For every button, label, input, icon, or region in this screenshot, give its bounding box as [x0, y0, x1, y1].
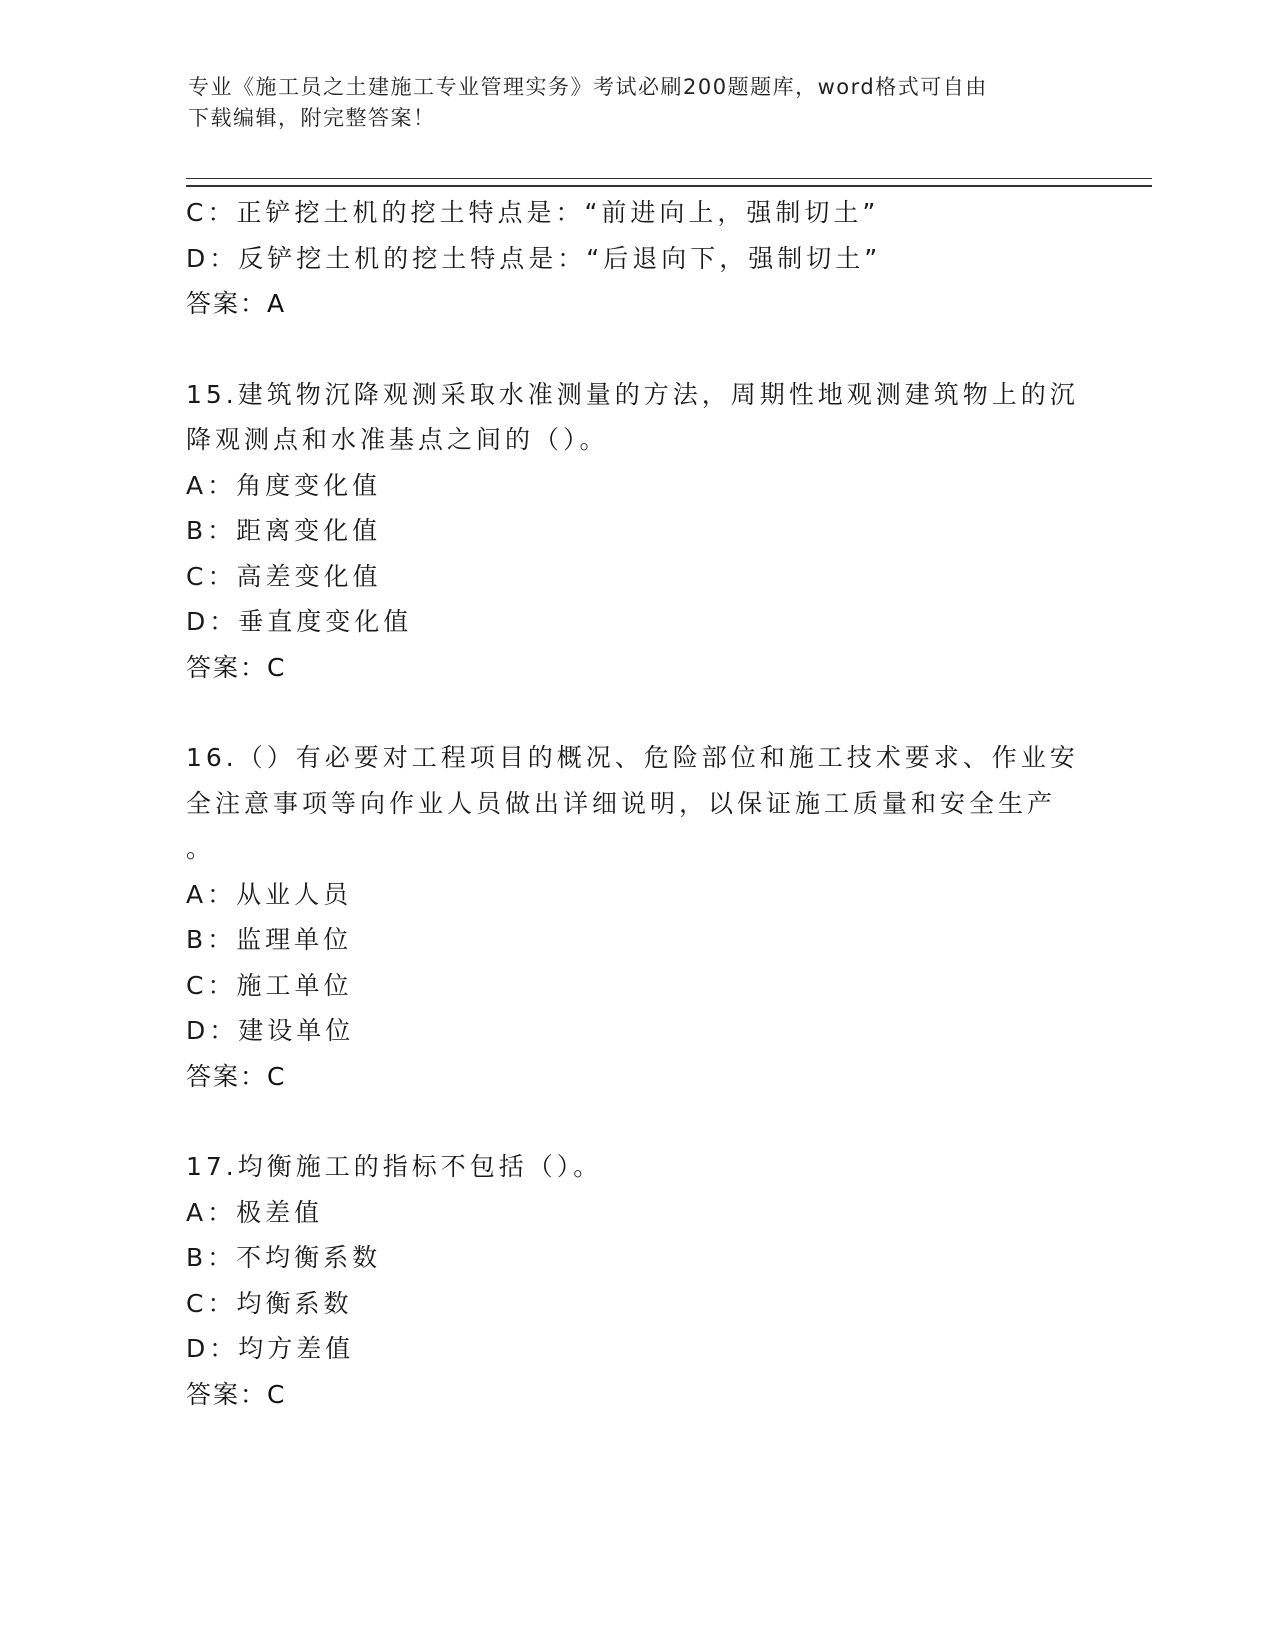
spacer — [186, 1099, 1086, 1144]
answer-line: 答案：C — [186, 1379, 287, 1409]
option-c: C：正铲挖土机的挖土特点是：“前进向上，强制切土” — [186, 198, 880, 227]
spacer — [186, 690, 1086, 735]
option-a: A：极差值 — [186, 1197, 324, 1227]
option-a: A：角度变化值 — [186, 470, 382, 500]
question-15 — [186, 372, 1086, 691]
option-d: D：反铲挖土机的挖土特点是：“后退向下，强制切土” — [186, 243, 882, 273]
option-d: D：均方差值 — [186, 1334, 355, 1363]
option-c: C：施工单位 — [186, 970, 353, 1000]
question-stem: 16.（）有必要对工程项目的概况、危险部位和施工技术要求、作业安 — [186, 743, 1079, 772]
header-line-1: 专业《施工员之土建施工专业管理实务》考试必刷200题题库，word格式可自由 — [188, 75, 988, 99]
option-c: C：均衡系数 — [186, 1288, 353, 1318]
option-a: A：从业人员 — [186, 879, 353, 909]
option-d: D：垂直度变化值 — [186, 607, 413, 636]
page-header — [188, 72, 1068, 134]
answer-line: 答案：C — [186, 1061, 287, 1091]
question-stem: 全注意事项等向作业人员做出详细说明，以保证施工质量和安全生产 — [186, 788, 1057, 818]
option-b: B：监理单位 — [186, 925, 353, 954]
option-b: B：距离变化值 — [186, 516, 382, 545]
question-stem: 降观测点和水准基点之间的（）。 — [186, 425, 609, 454]
spacer — [186, 327, 1086, 372]
question-stem: 。 — [186, 834, 216, 863]
option-d: D：建设单位 — [186, 1016, 355, 1045]
question-16 — [186, 735, 1086, 1099]
header-line-2: 下载编辑，附完整答案！ — [188, 106, 436, 130]
option-b: B：不均衡系数 — [186, 1243, 382, 1272]
question-stem: 17.均衡施工的指标不包括（）。 — [186, 1152, 603, 1181]
question-list — [186, 190, 1086, 1417]
answer-line: 答案：A — [186, 289, 287, 318]
question-stem: 15.建筑物沉降观测采取水准测量的方法，周期性地观测建筑物上的沉 — [186, 379, 1079, 409]
option-c: C：高差变化值 — [186, 561, 382, 591]
question-14-tail — [186, 190, 1086, 327]
header-divider — [186, 178, 1152, 187]
answer-line: 答案：C — [186, 652, 287, 682]
question-17 — [186, 1144, 1086, 1417]
